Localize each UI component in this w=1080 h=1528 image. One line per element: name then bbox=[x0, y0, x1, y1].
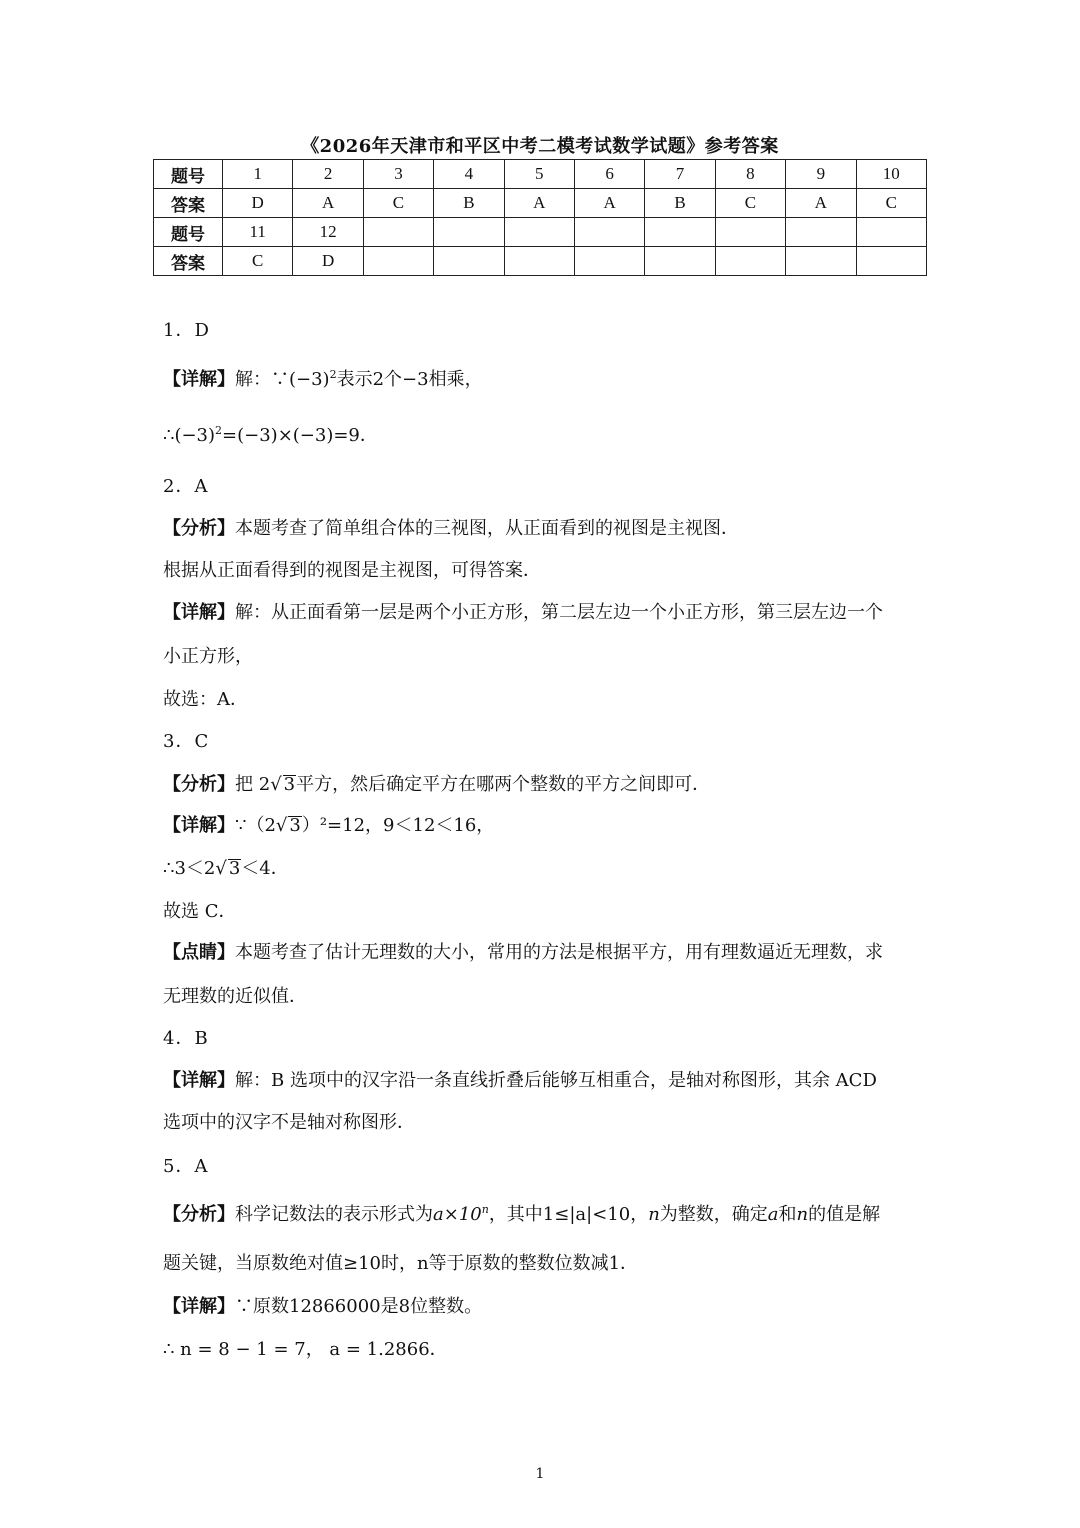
analysis-text: 本题考查了简单组合体的三视图，从正面看到的视图是主视图． bbox=[235, 518, 739, 539]
table-row bbox=[154, 189, 927, 218]
header-label: 题号 bbox=[154, 218, 223, 247]
answer-heading-5: 5．A bbox=[163, 1156, 209, 1177]
detail-tag: 【详解】 bbox=[163, 602, 235, 623]
question-number bbox=[715, 218, 785, 247]
choice-line: 故选：A． bbox=[163, 689, 248, 710]
detail-tag: 【详解】 bbox=[163, 369, 235, 390]
answer-cell bbox=[363, 247, 433, 276]
answer-cell: B bbox=[645, 189, 715, 218]
exponent: n bbox=[481, 1203, 489, 1216]
text-line: 选项中的汉字不是轴对称图形． bbox=[163, 1112, 415, 1133]
math-line bbox=[163, 854, 289, 880]
remark-tag: 【点睛】 bbox=[163, 942, 235, 963]
choice-line: 故选 C． bbox=[163, 901, 237, 922]
answer-cell: C bbox=[715, 189, 785, 218]
sqrt-symbol: √ bbox=[270, 774, 282, 795]
radicand: 3 bbox=[283, 774, 296, 795]
answer-cell: C bbox=[223, 247, 293, 276]
answer-table bbox=[153, 159, 927, 276]
detail-line bbox=[163, 1066, 877, 1092]
sqrt-symbol: √ bbox=[275, 815, 288, 836]
analysis-tag: 【分析】 bbox=[163, 1204, 235, 1225]
remark-line bbox=[163, 938, 883, 964]
detail-text: 解：从正面看第一层是两个小正方形，第二层左边一个小正方形，第三层左边一个 bbox=[235, 602, 883, 623]
math-text: ＜4． bbox=[241, 858, 289, 879]
question-number bbox=[434, 218, 504, 247]
math-variable: n bbox=[796, 1204, 809, 1225]
question-number: 6 bbox=[574, 160, 644, 189]
radicand: 3 bbox=[228, 858, 241, 879]
answer-cell: A bbox=[504, 189, 574, 218]
answer-cell: C bbox=[856, 189, 926, 218]
detail-line bbox=[163, 365, 483, 391]
math-text: ）²=12，9＜12＜16， bbox=[301, 815, 495, 836]
question-number bbox=[645, 218, 715, 247]
math-line bbox=[163, 421, 378, 447]
table-row bbox=[154, 160, 927, 189]
question-number: 3 bbox=[363, 160, 433, 189]
answer-cell bbox=[645, 247, 715, 276]
analysis-text: 为整数，确定 bbox=[659, 1204, 768, 1225]
text-line: 题关键，当原数绝对值≥10时，n等于原数的整数位数减1． bbox=[163, 1253, 639, 1274]
math-text: ∴(−3) bbox=[163, 425, 216, 446]
question-number bbox=[786, 218, 856, 247]
question-number: 2 bbox=[293, 160, 363, 189]
detail-text: 解：B 选项中的汉字沿一条直线折叠后能够互相重合，是轴对称图形，其余 ACD bbox=[235, 1070, 877, 1091]
answer-cell: A bbox=[293, 189, 363, 218]
detail-line bbox=[163, 811, 494, 837]
remark-text: 本题考查了估计无理数的大小，常用的方法是根据平方，用有理数逼近无理数，求 bbox=[235, 942, 883, 963]
math-text: ∴3＜2 bbox=[163, 858, 216, 879]
radicand: 3 bbox=[289, 815, 301, 836]
math-variable: a bbox=[767, 1204, 779, 1225]
page-number: 1 bbox=[535, 1466, 545, 1482]
table-row bbox=[154, 218, 927, 247]
math-text: 把 2 bbox=[235, 774, 271, 795]
detail-tag: 【详解】 bbox=[163, 1070, 235, 1091]
answer-cell bbox=[434, 247, 504, 276]
answer-cell: A bbox=[786, 189, 856, 218]
answer-cell bbox=[715, 247, 785, 276]
analysis-line bbox=[163, 770, 710, 796]
analysis-line bbox=[163, 514, 739, 540]
analysis-line bbox=[163, 1200, 880, 1226]
question-number: 10 bbox=[856, 160, 926, 189]
question-number: 8 bbox=[715, 160, 785, 189]
question-number: 4 bbox=[434, 160, 504, 189]
table-row bbox=[154, 247, 927, 276]
analysis-text: 和 bbox=[778, 1204, 797, 1225]
question-number bbox=[856, 218, 926, 247]
exponent: 2 bbox=[329, 368, 337, 381]
sqrt-symbol: √ bbox=[215, 858, 227, 879]
math-text: a×10 bbox=[433, 1204, 482, 1225]
text-line: 根据从正面看得到的视图是主视图，可得答案． bbox=[163, 560, 541, 581]
answer-label: 答案 bbox=[154, 247, 223, 276]
question-number: 5 bbox=[504, 160, 574, 189]
answer-cell: D bbox=[293, 247, 363, 276]
answer-heading-1: 1．D bbox=[163, 320, 210, 341]
math-text: =(−3)×(−3)=9． bbox=[222, 425, 378, 446]
math-variable: n bbox=[648, 1204, 660, 1225]
analysis-text: 的值是解 bbox=[808, 1204, 881, 1225]
detail-tag: 【详解】 bbox=[163, 815, 235, 836]
answer-cell bbox=[856, 247, 926, 276]
detail-tag: 【详解】 bbox=[163, 1296, 235, 1317]
detail-text: 表示2个−3相乘， bbox=[336, 369, 483, 390]
question-number: 7 bbox=[645, 160, 715, 189]
answer-cell: C bbox=[363, 189, 433, 218]
detail-line bbox=[163, 598, 883, 624]
header-label: 题号 bbox=[154, 160, 223, 189]
detail-text: ∵原数12866000是8位整数。 bbox=[235, 1296, 483, 1317]
answer-cell: D bbox=[223, 189, 293, 218]
answer-heading-4: 4．B bbox=[163, 1028, 209, 1049]
question-number: 11 bbox=[223, 218, 293, 247]
question-number bbox=[504, 218, 574, 247]
math-line: ∴ n = 8 − 1 = 7， a = 1.2866． bbox=[163, 1339, 448, 1360]
question-number: 12 bbox=[293, 218, 363, 247]
math-text: 解：∵(−3) bbox=[235, 369, 330, 390]
document-title: 《2026年天津市和平区中考二模考试数学试题》参考答案 bbox=[301, 136, 779, 157]
answer-cell: A bbox=[574, 189, 644, 218]
question-number bbox=[574, 218, 644, 247]
math-text: ∵（2 bbox=[235, 815, 276, 836]
text-line: 小正方形， bbox=[163, 646, 253, 667]
answer-heading-2: 2．A bbox=[163, 476, 209, 497]
math-text: ，其中1≤|a|<10， bbox=[488, 1204, 649, 1225]
detail-line bbox=[163, 1292, 482, 1318]
answer-cell bbox=[504, 247, 574, 276]
analysis-tag: 【分析】 bbox=[163, 774, 235, 795]
answer-label: 答案 bbox=[154, 189, 223, 218]
question-number: 9 bbox=[786, 160, 856, 189]
answer-cell: B bbox=[434, 189, 504, 218]
answer-cell bbox=[786, 247, 856, 276]
answer-heading-3: 3．C bbox=[163, 731, 210, 752]
analysis-text: 平方，然后确定平方在哪两个整数的平方之间即可． bbox=[296, 774, 711, 795]
question-number: 1 bbox=[223, 160, 293, 189]
analysis-tag: 【分析】 bbox=[163, 518, 235, 539]
answer-cell bbox=[574, 247, 644, 276]
analysis-text: 科学记数法的表示形式为 bbox=[235, 1204, 433, 1225]
text-line: 无理数的近似值． bbox=[163, 986, 307, 1007]
exponent: 2 bbox=[215, 424, 223, 437]
question-number bbox=[363, 218, 433, 247]
